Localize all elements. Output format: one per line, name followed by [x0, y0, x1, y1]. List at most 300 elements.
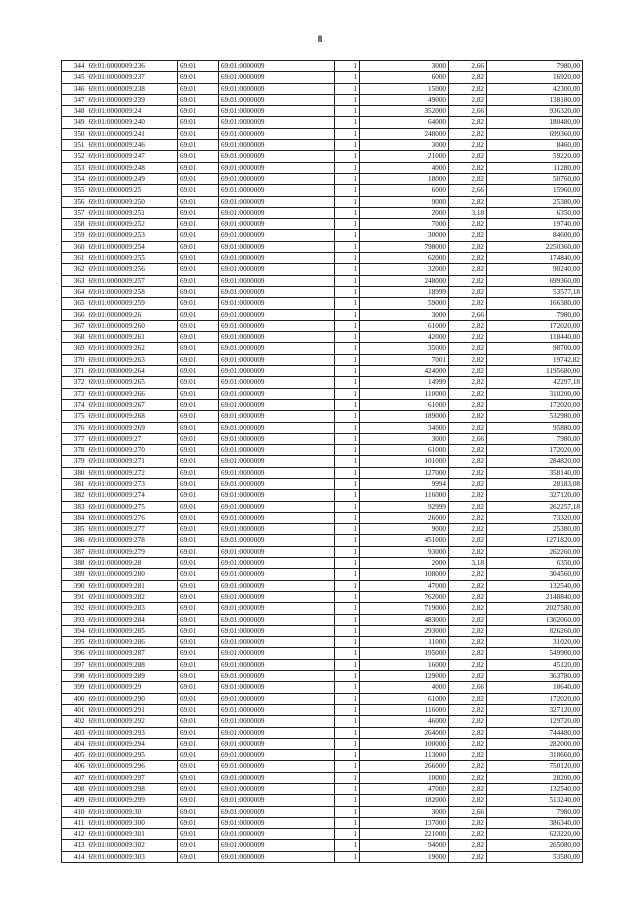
district-code-cell: 69:01 [178, 320, 219, 331]
cadastral-block-cell: 69:01:0000009 [219, 614, 335, 625]
area-cell: 61000 [360, 320, 449, 331]
district-code-cell: 69:01 [178, 173, 219, 184]
area-cell: 18000 [360, 173, 449, 184]
area-cell: 100000 [360, 738, 449, 749]
district-code-cell: 69:01 [178, 445, 219, 456]
table-row [62, 478, 583, 489]
table-row [62, 682, 583, 693]
area-cell: 2000 [360, 207, 449, 218]
cadastral-value-cell: 549900,00 [487, 648, 583, 659]
specific-value-cell: 2,82 [449, 388, 487, 399]
table-row [62, 851, 583, 862]
district-code-cell: 69:01 [178, 140, 219, 151]
area-cell: 92999 [360, 501, 449, 512]
cadastral-number-cell: 69:01:0000009:285 [87, 625, 178, 636]
area-cell: 798000 [360, 241, 449, 252]
area-cell: 3000 [360, 806, 449, 817]
cadastral-value-cell: 50760,00 [487, 173, 583, 184]
table-row [62, 94, 583, 105]
cadastral-block-cell: 69:01:0000009 [219, 173, 335, 184]
specific-value-cell: 2,82 [449, 445, 487, 456]
district-code-cell: 69:01 [178, 704, 219, 715]
specific-value-cell: 2,82 [449, 72, 487, 83]
table-row [62, 332, 583, 343]
cadastral-block-cell: 69:01:0000009 [219, 851, 335, 862]
district-code-cell: 69:01 [178, 840, 219, 851]
cadastral-number-cell: 69:01:0000009:257 [87, 275, 178, 286]
count-cell: 1 [335, 309, 360, 320]
district-code-cell: 69:01 [178, 253, 219, 264]
area-cell: 47000 [360, 580, 449, 591]
row-number-cell: 403 [62, 727, 87, 738]
cadastral-block-cell: 69:01:0000009 [219, 580, 335, 591]
district-code-cell: 69:01 [178, 501, 219, 512]
cadastral-block-cell: 69:01:0000009 [219, 569, 335, 580]
area-cell: 42000 [360, 332, 449, 343]
count-cell: 1 [335, 185, 360, 196]
cadastral-block-cell: 69:01:0000009 [219, 817, 335, 828]
table-body [62, 61, 583, 863]
area-cell: 3000 [360, 61, 449, 72]
specific-value-cell: 2,82 [449, 83, 487, 94]
row-number-cell: 401 [62, 704, 87, 715]
row-number-cell: 368 [62, 332, 87, 343]
specific-value-cell: 2,66 [449, 433, 487, 444]
district-code-cell: 69:01 [178, 332, 219, 343]
cadastral-value-cell: 98700,00 [487, 343, 583, 354]
district-code-cell: 69:01 [178, 72, 219, 83]
cadastral-block-cell: 69:01:0000009 [219, 343, 335, 354]
cadastral-block-cell: 69:01:0000009 [219, 478, 335, 489]
table-row [62, 750, 583, 761]
table-row [62, 716, 583, 727]
table-row [62, 241, 583, 252]
row-number-cell: 396 [62, 648, 87, 659]
row-number-cell: 384 [62, 512, 87, 523]
cadastral-number-cell: 69:01:0000009:280 [87, 569, 178, 580]
specific-value-cell: 2,82 [449, 399, 487, 410]
specific-value-cell: 2,82 [449, 693, 487, 704]
count-cell: 1 [335, 388, 360, 399]
specific-value-cell: 2,82 [449, 264, 487, 275]
specific-value-cell: 2,82 [449, 275, 487, 286]
area-cell: 116000 [360, 704, 449, 715]
cadastral-value-cell: 10640,00 [487, 682, 583, 693]
specific-value-cell: 2,82 [449, 614, 487, 625]
table-row [62, 286, 583, 297]
area-cell: 7000 [360, 219, 449, 230]
specific-value-cell: 2,82 [449, 422, 487, 433]
cadastral-value-cell: 172020,00 [487, 399, 583, 410]
cadastral-block-cell: 69:01:0000009 [219, 795, 335, 806]
row-number-cell: 375 [62, 411, 87, 422]
district-code-cell: 69:01 [178, 546, 219, 557]
cadastral-block-cell: 69:01:0000009 [219, 546, 335, 557]
district-code-cell: 69:01 [178, 750, 219, 761]
count-cell: 1 [335, 151, 360, 162]
cadastral-number-cell: 69:01:0000009:25 [87, 185, 178, 196]
district-code-cell: 69:01 [178, 377, 219, 388]
cadastral-block-cell: 69:01:0000009 [219, 433, 335, 444]
district-code-cell: 69:01 [178, 478, 219, 489]
specific-value-cell: 3,18 [449, 207, 487, 218]
specific-value-cell: 2,82 [449, 659, 487, 670]
specific-value-cell: 2,82 [449, 512, 487, 523]
cadastral-value-cell: 262257,18 [487, 501, 583, 512]
area-cell: 10000 [360, 772, 449, 783]
cadastral-number-cell: 69:01:0000009:251 [87, 207, 178, 218]
cadastral-number-cell: 69:01:0000009:28 [87, 558, 178, 569]
cadastral-number-cell: 69:01:0000009:261 [87, 332, 178, 343]
count-cell: 1 [335, 546, 360, 557]
cadastral-block-cell: 69:01:0000009 [219, 445, 335, 456]
cadastral-value-cell: 1195680,00 [487, 366, 583, 377]
district-code-cell: 69:01 [178, 614, 219, 625]
area-cell: 195000 [360, 648, 449, 659]
cadastral-block-cell: 69:01:0000009 [219, 704, 335, 715]
cadastral-number-cell: 69:01:0000009:27 [87, 433, 178, 444]
area-cell: 483000 [360, 614, 449, 625]
cadastral-block-cell: 69:01:0000009 [219, 558, 335, 569]
cadastral-value-cell: 327120,00 [487, 490, 583, 501]
district-code-cell: 69:01 [178, 795, 219, 806]
row-number-cell: 408 [62, 784, 87, 795]
cadastral-block-cell: 69:01:0000009 [219, 648, 335, 659]
district-code-cell: 69:01 [178, 106, 219, 117]
count-cell: 1 [335, 501, 360, 512]
district-code-cell: 69:01 [178, 603, 219, 614]
specific-value-cell: 2,82 [449, 162, 487, 173]
cadastral-block-cell: 69:01:0000009 [219, 207, 335, 218]
count-cell: 1 [335, 230, 360, 241]
district-code-cell: 69:01 [178, 309, 219, 320]
district-code-cell: 69:01 [178, 61, 219, 72]
table-row [62, 117, 583, 128]
cadastral-block-cell: 69:01:0000009 [219, 275, 335, 286]
specific-value-cell: 2,82 [449, 478, 487, 489]
cadastral-block-cell: 69:01:0000009 [219, 354, 335, 365]
count-cell: 1 [335, 727, 360, 738]
table-row [62, 580, 583, 591]
count-cell: 1 [335, 558, 360, 569]
table-row [62, 727, 583, 738]
row-number-cell: 411 [62, 817, 87, 828]
count-cell: 1 [335, 682, 360, 693]
area-cell: 762000 [360, 591, 449, 602]
cadastral-number-cell: 69:01:0000009:258 [87, 286, 178, 297]
cadastral-block-cell: 69:01:0000009 [219, 671, 335, 682]
cadastral-number-cell: 69:01:0000009:282 [87, 591, 178, 602]
row-number-cell: 344 [62, 61, 87, 72]
specific-value-cell: 2,82 [449, 591, 487, 602]
table-row [62, 671, 583, 682]
table-row [62, 388, 583, 399]
cadastral-block-cell: 69:01:0000009 [219, 603, 335, 614]
count-cell: 1 [335, 241, 360, 252]
table-row [62, 829, 583, 840]
count-cell: 1 [335, 275, 360, 286]
district-code-cell: 69:01 [178, 512, 219, 523]
cadastral-number-cell: 69:01:0000009:279 [87, 546, 178, 557]
count-cell: 1 [335, 298, 360, 309]
row-number-cell: 370 [62, 354, 87, 365]
cadastral-number-cell: 69:01:0000009:29 [87, 682, 178, 693]
table-row [62, 399, 583, 410]
cadastral-value-cell: 386340,00 [487, 817, 583, 828]
table-row [62, 569, 583, 580]
district-code-cell: 69:01 [178, 467, 219, 478]
specific-value-cell: 2,82 [449, 569, 487, 580]
cadastral-value-cell: 2250360,00 [487, 241, 583, 252]
cadastral-value-cell: 42300,00 [487, 83, 583, 94]
row-number-cell: 399 [62, 682, 87, 693]
cadastral-block-cell: 69:01:0000009 [219, 219, 335, 230]
cadastral-block-cell: 69:01:0000009 [219, 72, 335, 83]
count-cell: 1 [335, 320, 360, 331]
district-code-cell: 69:01 [178, 727, 219, 738]
cadastral-number-cell: 69:01:0000009:299 [87, 795, 178, 806]
district-code-cell: 69:01 [178, 117, 219, 128]
specific-value-cell: 2,82 [449, 320, 487, 331]
specific-value-cell: 2,82 [449, 501, 487, 512]
cadastral-value-cell: 826260,00 [487, 625, 583, 636]
cadastral-block-cell: 69:01:0000009 [219, 637, 335, 648]
district-code-cell: 69:01 [178, 772, 219, 783]
specific-value-cell: 2,66 [449, 309, 487, 320]
district-code-cell: 69:01 [178, 366, 219, 377]
row-number-cell: 413 [62, 840, 87, 851]
cadastral-number-cell: 69:01:0000009:292 [87, 716, 178, 727]
cadastral-block-cell: 69:01:0000009 [219, 320, 335, 331]
specific-value-cell: 2,82 [449, 524, 487, 535]
cadastral-value-cell: 53577,18 [487, 286, 583, 297]
cadastral-value-cell: 84600,00 [487, 230, 583, 241]
district-code-cell: 69:01 [178, 817, 219, 828]
specific-value-cell: 2,82 [449, 456, 487, 467]
cadastral-number-cell: 69:01:0000009:252 [87, 219, 178, 230]
cadastral-value-cell: 358140,00 [487, 467, 583, 478]
cadastral-value-cell: 90240,00 [487, 264, 583, 275]
row-number-cell: 362 [62, 264, 87, 275]
specific-value-cell: 2,82 [449, 286, 487, 297]
table-row [62, 264, 583, 275]
row-number-cell: 350 [62, 128, 87, 139]
cadastral-number-cell: 69:01:0000009:277 [87, 524, 178, 535]
district-code-cell: 69:01 [178, 591, 219, 602]
specific-value-cell: 2,82 [449, 535, 487, 546]
area-cell: 94000 [360, 840, 449, 851]
cadastral-number-cell: 69:01:0000009:272 [87, 467, 178, 478]
specific-value-cell: 2,82 [449, 366, 487, 377]
cadastral-value-cell: 138180,00 [487, 94, 583, 105]
cadastral-value-cell: 19740,00 [487, 219, 583, 230]
count-cell: 1 [335, 738, 360, 749]
row-number-cell: 373 [62, 388, 87, 399]
row-number-cell: 404 [62, 738, 87, 749]
district-code-cell: 69:01 [178, 275, 219, 286]
cadastral-block-cell: 69:01:0000009 [219, 241, 335, 252]
area-cell: 293000 [360, 625, 449, 636]
cadastral-value-cell: 750120,00 [487, 761, 583, 772]
count-cell: 1 [335, 467, 360, 478]
cadastral-number-cell: 69:01:0000009:237 [87, 72, 178, 83]
specific-value-cell: 2,82 [449, 94, 487, 105]
cadastral-block-cell: 69:01:0000009 [219, 185, 335, 196]
cadastral-value-cell: 1271820,00 [487, 535, 583, 546]
cadastral-number-cell: 69:01:0000009:287 [87, 648, 178, 659]
cadastral-block-cell: 69:01:0000009 [219, 716, 335, 727]
specific-value-cell: 2,82 [449, 625, 487, 636]
cadastral-value-cell: 744480,00 [487, 727, 583, 738]
specific-value-cell: 2,82 [449, 230, 487, 241]
area-cell: 108000 [360, 569, 449, 580]
cadastral-value-cell: 132540,00 [487, 580, 583, 591]
cadastral-value-cell: 25380,00 [487, 524, 583, 535]
page-number: 8 [317, 34, 323, 44]
cadastral-value-cell: 2148840,00 [487, 591, 583, 602]
cadastral-number-cell: 69:01:0000009:281 [87, 580, 178, 591]
cadastral-value-table [61, 60, 583, 863]
district-code-cell: 69:01 [178, 196, 219, 207]
table-row [62, 411, 583, 422]
table-row [62, 83, 583, 94]
area-cell: 6000 [360, 72, 449, 83]
specific-value-cell: 2,82 [449, 772, 487, 783]
area-cell: 18999 [360, 286, 449, 297]
table-row [62, 320, 583, 331]
district-code-cell: 69:01 [178, 388, 219, 399]
row-number-cell: 357 [62, 207, 87, 218]
district-code-cell: 69:01 [178, 625, 219, 636]
row-number-cell: 391 [62, 591, 87, 602]
count-cell: 1 [335, 456, 360, 467]
table-row [62, 761, 583, 772]
count-cell: 1 [335, 196, 360, 207]
table-row [62, 784, 583, 795]
table-row [62, 275, 583, 286]
cadastral-value-cell: 304560,00 [487, 569, 583, 580]
area-cell: 424000 [360, 366, 449, 377]
area-cell: 6000 [360, 185, 449, 196]
cadastral-value-cell: 31020,00 [487, 637, 583, 648]
area-cell: 248000 [360, 275, 449, 286]
table-row [62, 230, 583, 241]
district-code-cell: 69:01 [178, 411, 219, 422]
area-cell: 101000 [360, 456, 449, 467]
count-cell: 1 [335, 704, 360, 715]
specific-value-cell: 2,82 [449, 738, 487, 749]
cadastral-block-cell: 69:01:0000009 [219, 117, 335, 128]
cadastral-block-cell: 69:01:0000009 [219, 264, 335, 275]
specific-value-cell: 2,82 [449, 117, 487, 128]
cadastral-block-cell: 69:01:0000009 [219, 128, 335, 139]
table-row [62, 795, 583, 806]
row-number-cell: 389 [62, 569, 87, 580]
count-cell: 1 [335, 840, 360, 851]
cadastral-number-cell: 69:01:0000009:289 [87, 671, 178, 682]
cadastral-block-cell: 69:01:0000009 [219, 94, 335, 105]
cadastral-value-cell: 172020,00 [487, 320, 583, 331]
cadastral-block-cell: 69:01:0000009 [219, 388, 335, 399]
cadastral-value-cell: 699360,00 [487, 275, 583, 286]
cadastral-value-cell: 16920,00 [487, 72, 583, 83]
specific-value-cell: 2,82 [449, 580, 487, 591]
specific-value-cell: 2,82 [449, 603, 487, 614]
district-code-cell: 69:01 [178, 399, 219, 410]
specific-value-cell: 2,82 [449, 140, 487, 151]
area-cell: 266000 [360, 761, 449, 772]
district-code-cell: 69:01 [178, 230, 219, 241]
specific-value-cell: 2,82 [449, 829, 487, 840]
table-row [62, 173, 583, 184]
cadastral-value-cell: 513240,00 [487, 795, 583, 806]
row-number-cell: 361 [62, 253, 87, 264]
count-cell: 1 [335, 750, 360, 761]
cadastral-block-cell: 69:01:0000009 [219, 253, 335, 264]
specific-value-cell: 2,66 [449, 682, 487, 693]
area-cell: 182000 [360, 795, 449, 806]
row-number-cell: 385 [62, 524, 87, 535]
row-number-cell: 390 [62, 580, 87, 591]
count-cell: 1 [335, 422, 360, 433]
table-row [62, 625, 583, 636]
count-cell: 1 [335, 569, 360, 580]
cadastral-value-cell: 532980,00 [487, 411, 583, 422]
district-code-cell: 69:01 [178, 558, 219, 569]
count-cell: 1 [335, 399, 360, 410]
table-row [62, 185, 583, 196]
cadastral-number-cell: 69:01:0000009:263 [87, 354, 178, 365]
cadastral-value-cell: 28200,00 [487, 772, 583, 783]
area-cell: 3000 [360, 140, 449, 151]
district-code-cell: 69:01 [178, 354, 219, 365]
row-number-cell: 409 [62, 795, 87, 806]
area-cell: 62000 [360, 253, 449, 264]
count-cell: 1 [335, 591, 360, 602]
table-row [62, 151, 583, 162]
count-cell: 1 [335, 253, 360, 264]
row-number-cell: 377 [62, 433, 87, 444]
area-cell: 116000 [360, 490, 449, 501]
cadastral-block-cell: 69:01:0000009 [219, 399, 335, 410]
table-row [62, 140, 583, 151]
area-cell: 30000 [360, 230, 449, 241]
district-code-cell: 69:01 [178, 343, 219, 354]
count-cell: 1 [335, 354, 360, 365]
row-number-cell: 386 [62, 535, 87, 546]
cadastral-number-cell: 69:01:0000009:301 [87, 829, 178, 840]
table-row [62, 456, 583, 467]
area-cell: 451000 [360, 535, 449, 546]
cadastral-block-cell: 69:01:0000009 [219, 840, 335, 851]
district-code-cell: 69:01 [178, 637, 219, 648]
specific-value-cell: 2,82 [449, 840, 487, 851]
row-number-cell: 349 [62, 117, 87, 128]
count-cell: 1 [335, 207, 360, 218]
cadastral-number-cell: 69:01:0000009:290 [87, 693, 178, 704]
table-row [62, 467, 583, 478]
district-code-cell: 69:01 [178, 241, 219, 252]
cadastral-value-cell: 45120,00 [487, 659, 583, 670]
count-cell: 1 [335, 219, 360, 230]
cadastral-number-cell: 69:01:0000009:240 [87, 117, 178, 128]
row-number-cell: 379 [62, 456, 87, 467]
row-number-cell: 366 [62, 309, 87, 320]
row-number-cell: 348 [62, 106, 87, 117]
area-cell: 352000 [360, 106, 449, 117]
cadastral-number-cell: 69:01:0000009:26 [87, 309, 178, 320]
area-cell: 61000 [360, 693, 449, 704]
